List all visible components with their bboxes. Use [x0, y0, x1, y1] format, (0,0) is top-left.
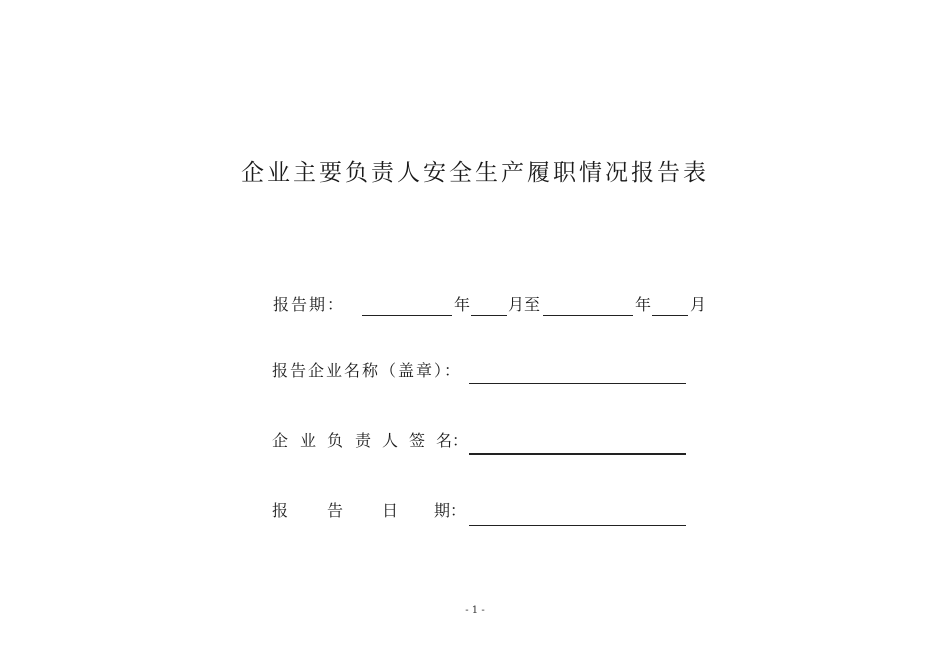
signature-label-char: 名：: [436, 431, 469, 450]
start-year-unit: 年: [454, 295, 471, 314]
company-name-row: [0, 361, 950, 391]
signature-label-char: 业: [300, 431, 317, 450]
signature-label-char: 人: [382, 431, 399, 450]
end-month-unit: 月: [690, 295, 707, 314]
start-month-unit: 月至: [508, 295, 541, 314]
page-number: - 1 -: [465, 605, 485, 616]
report-date-label-char: 报: [272, 501, 289, 520]
report-date-row: [0, 501, 950, 531]
report-date-label-char: 日: [382, 501, 399, 520]
report-date-label-char: 告: [327, 501, 344, 520]
company-name-label: 报告企业名称（盖章）：: [272, 361, 463, 380]
start-year-field[interactable]: [362, 315, 452, 316]
end-year-unit: 年: [635, 295, 652, 314]
end-month-field[interactable]: [652, 315, 688, 316]
signature-label-char: 企: [272, 431, 289, 450]
signature-field[interactable]: [469, 453, 686, 455]
report-date-field[interactable]: [469, 525, 686, 526]
start-month-field[interactable]: [471, 315, 507, 316]
end-year-field[interactable]: [543, 315, 633, 316]
signature-label-char: 签: [409, 431, 426, 450]
company-name-field[interactable]: [469, 383, 686, 384]
signature-row: [0, 431, 950, 461]
signature-label-char: 责: [355, 431, 372, 450]
report-period-row: [0, 293, 950, 323]
report-date-label-char: 期：: [434, 501, 467, 520]
page-title: 企业主要负责人安全生产履职情况报告表: [241, 160, 709, 186]
report-period-label: 报告期：: [273, 295, 346, 314]
signature-label-char: 负: [327, 431, 344, 450]
